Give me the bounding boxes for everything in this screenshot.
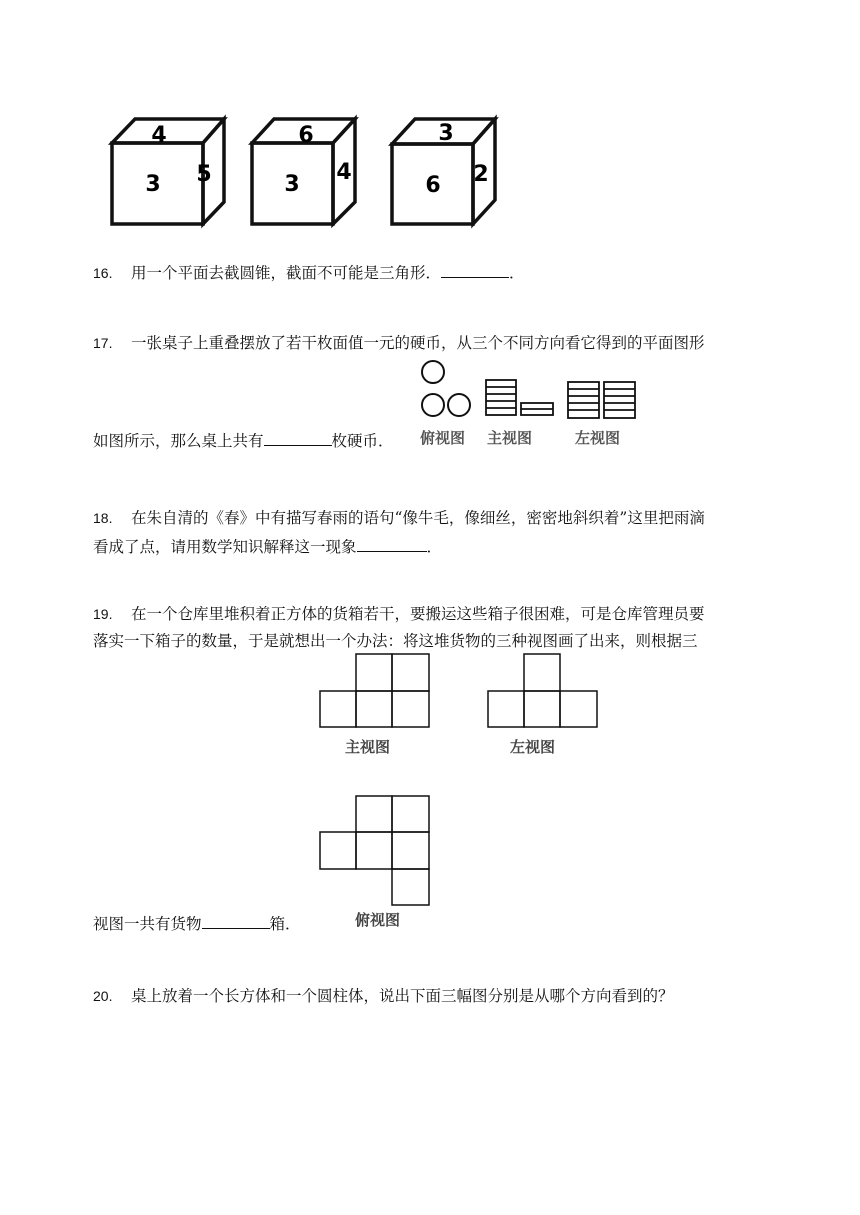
question-number: 17. bbox=[93, 335, 113, 351]
cube-1-top: 4 bbox=[151, 123, 167, 148]
question-18-line-2 bbox=[93, 535, 442, 557]
cube-1-front: 3 bbox=[145, 172, 161, 197]
question-19-line-1 bbox=[93, 604, 705, 624]
caption-front-view: 主视图 bbox=[487, 429, 533, 447]
cube-3-side: 2 bbox=[473, 162, 489, 187]
question-16 bbox=[93, 261, 525, 283]
coin-views-figure bbox=[418, 356, 643, 448]
question-text: 在朱自清的《春》中有描写春雨的语句“像牛毛，像细丝，密密地斜织着”这里把雨滴 bbox=[131, 509, 705, 527]
box-top-view bbox=[320, 796, 429, 905]
caption-top-view: 俯视图 bbox=[420, 429, 466, 447]
caption-front-view: 主视图 bbox=[345, 738, 391, 756]
question-number: 16. bbox=[93, 265, 113, 281]
cube-1-side: 5 bbox=[196, 162, 212, 187]
cube-3-front: 6 bbox=[425, 173, 441, 198]
question-text: 枚硬币． bbox=[331, 432, 394, 450]
question-text: 箱． bbox=[269, 915, 301, 933]
coin-top-view bbox=[422, 361, 470, 416]
answer-blank[interactable] bbox=[441, 261, 509, 278]
question-number: 20. bbox=[93, 988, 113, 1004]
question-end: ． bbox=[509, 264, 525, 282]
question-19-line-3 bbox=[93, 912, 301, 934]
cube-2-side: 4 bbox=[336, 160, 352, 185]
cube-2-front: 3 bbox=[284, 172, 300, 197]
question-text: 如图所示，那么桌上共有 bbox=[93, 432, 264, 450]
dice-figure bbox=[105, 112, 510, 230]
box-left-view bbox=[488, 654, 597, 727]
caption-top-view: 俯视图 bbox=[355, 911, 401, 929]
box-front-view bbox=[320, 654, 429, 727]
caption-left-view: 左视图 bbox=[510, 738, 556, 756]
caption-left-view: 左视图 bbox=[575, 429, 621, 447]
question-number: 18. bbox=[93, 510, 113, 526]
question-17-line-1 bbox=[93, 333, 705, 353]
question-text: 视图一共有货物 bbox=[93, 915, 202, 933]
question-20 bbox=[93, 986, 674, 1006]
question-text: 用一个平面去截圆锥，截面不可能是三角形． bbox=[131, 264, 442, 282]
question-19-line-2 bbox=[93, 631, 698, 651]
coin-left-view bbox=[568, 382, 635, 418]
box-top-view-figure bbox=[315, 792, 435, 932]
answer-blank[interactable] bbox=[202, 912, 270, 929]
question-17-line-2 bbox=[93, 429, 394, 451]
cube-3-top: 3 bbox=[438, 121, 454, 146]
question-text: 一张桌子上重叠摆放了若干枚面值一元的硬币，从三个不同方向看它得到的平面图形 bbox=[131, 334, 705, 352]
answer-blank[interactable] bbox=[357, 535, 427, 552]
question-text: 落实一下箱子的数量，于是就想出一个办法：将这堆货物的三种视图画了出来，则根据三 bbox=[93, 632, 698, 650]
question-text: 桌上放着一个长方体和一个圆柱体，说出下面三幅图分别是从哪个方向看到的？ bbox=[131, 987, 674, 1005]
question-number: 19. bbox=[93, 606, 113, 622]
question-text: ． bbox=[426, 538, 443, 556]
question-text: 在一个仓库里堆积着正方体的货箱若干，要搬运这些箱子很困难，可是仓库管理员要 bbox=[131, 605, 705, 623]
box-views-figure bbox=[315, 650, 605, 762]
cube-2-top: 6 bbox=[298, 123, 314, 148]
question-text: 看成了点，请用数学知识解释这一现象 bbox=[93, 538, 357, 556]
coin-front-view bbox=[486, 380, 553, 415]
question-18-line-1 bbox=[93, 508, 705, 528]
answer-blank[interactable] bbox=[264, 429, 332, 446]
